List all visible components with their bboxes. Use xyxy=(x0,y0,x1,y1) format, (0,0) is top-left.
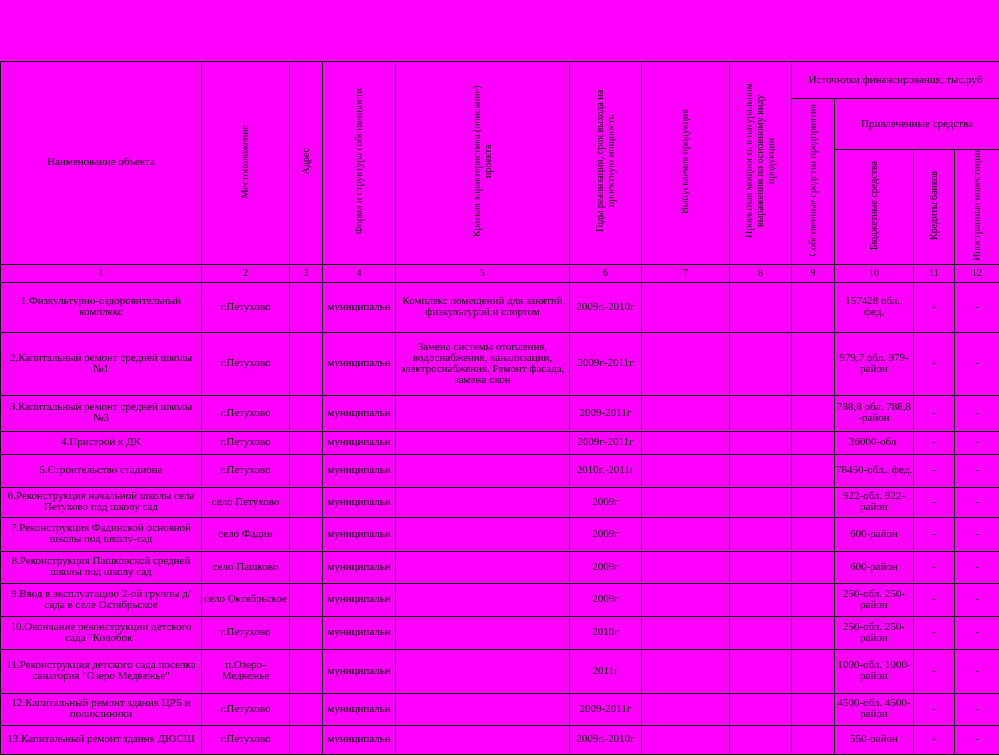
cell-product xyxy=(642,616,730,649)
cell-address xyxy=(290,649,323,693)
cell-own-funds xyxy=(792,431,835,454)
cell-product xyxy=(642,649,730,693)
table-row xyxy=(1,454,999,487)
cell-budget: 600-район xyxy=(835,517,914,551)
cell-capacity xyxy=(730,517,792,551)
cell-period: 2009г-2011г xyxy=(570,332,642,395)
cell-capacity xyxy=(730,583,792,616)
cell-period: 2009г xyxy=(570,517,642,551)
cell-product xyxy=(642,517,730,551)
cell-location: п.Озеро-Медвежье xyxy=(202,649,290,693)
cell-period: 2009-2011г xyxy=(570,395,642,431)
cell-product xyxy=(642,583,730,616)
table-row xyxy=(1,395,999,431)
cell-product xyxy=(642,725,730,754)
cell-budget: 550-район xyxy=(835,725,914,754)
cell-period: 2009г xyxy=(570,551,642,583)
cell-credit: - xyxy=(914,517,955,551)
table-row xyxy=(1,583,999,616)
table-row xyxy=(1,431,999,454)
cell-location: г.Петухово xyxy=(202,282,290,332)
cell-address xyxy=(290,693,323,725)
cell-capacity xyxy=(730,693,792,725)
cell-address xyxy=(290,431,323,454)
cell-capacity xyxy=(730,431,792,454)
table-row xyxy=(1,517,999,551)
header-product: Выпускаемая продукция xyxy=(642,62,730,265)
cell-capacity xyxy=(730,649,792,693)
cell-name: 6.Реконструкция начальной школы села Петухово под школу сад xyxy=(1,487,202,517)
cell-credit: - xyxy=(914,616,955,649)
cell-location: село Пашково xyxy=(202,551,290,583)
cell-credit: - xyxy=(914,487,955,517)
cell-capacity xyxy=(730,487,792,517)
cell-period: 2010г xyxy=(570,616,642,649)
cell-foreign: - xyxy=(955,487,999,517)
cell-ownership: муниципальн xyxy=(323,282,396,332)
column-number: 10 xyxy=(835,264,914,282)
investment-projects-table xyxy=(0,61,999,755)
header-description: Краткая характеристика (описание) проекта xyxy=(396,62,570,265)
cell-location: село Фадин xyxy=(202,517,290,551)
cell-address xyxy=(290,487,323,517)
cell-credit: - xyxy=(914,431,955,454)
cell-name: 8.Реконструкция Пашковской средней школы под школу сад xyxy=(1,551,202,583)
header-own-funds: Собственные средства предприятия xyxy=(792,99,835,265)
column-number: 5 xyxy=(396,264,570,282)
cell-period: 2010г.-2011г xyxy=(570,454,642,487)
cell-foreign: - xyxy=(955,616,999,649)
cell-budget: 922-обл. 922-район xyxy=(835,487,914,517)
column-numbers-row xyxy=(1,264,999,282)
cell-budget: 250-обл. 250-район xyxy=(835,616,914,649)
cell-description xyxy=(396,693,570,725)
cell-ownership: муниципальн xyxy=(323,517,396,551)
cell-credit: - xyxy=(914,725,955,754)
cell-address xyxy=(290,583,323,616)
cell-ownership: муниципальн xyxy=(323,431,396,454)
cell-ownership: муниципальн xyxy=(323,649,396,693)
cell-product xyxy=(642,332,730,395)
header-credit: Кредиты банков xyxy=(914,150,955,265)
cell-period: 2009-2011г xyxy=(570,693,642,725)
cell-foreign: - xyxy=(955,693,999,725)
cell-ownership: муниципальн xyxy=(323,551,396,583)
cell-name: 5.Строительство стадиона xyxy=(1,454,202,487)
column-number: 8 xyxy=(730,264,792,282)
cell-product xyxy=(642,282,730,332)
column-number: 7 xyxy=(642,264,730,282)
cell-foreign: - xyxy=(955,454,999,487)
cell-location: г.Петухово xyxy=(202,395,290,431)
cell-foreign: - xyxy=(955,551,999,583)
cell-product xyxy=(642,487,730,517)
header-foreign: Иностранные инвестиции xyxy=(955,150,999,265)
cell-address xyxy=(290,551,323,583)
cell-period: 2009г.-2010г xyxy=(570,282,642,332)
cell-period: 2011г xyxy=(570,649,642,693)
cell-location: г.Петухово xyxy=(202,725,290,754)
cell-credit: - xyxy=(914,649,955,693)
cell-location: г.Петухово xyxy=(202,431,290,454)
cell-period: 2009г xyxy=(570,583,642,616)
cell-own-funds xyxy=(792,517,835,551)
cell-location: г.Петухово xyxy=(202,693,290,725)
cell-product xyxy=(642,551,730,583)
table-row xyxy=(1,487,999,517)
cell-own-funds xyxy=(792,282,835,332)
cell-name: 7.Реконструкция Фадинской основной школы под школу-сад xyxy=(1,517,202,551)
cell-ownership: муниципальн xyxy=(323,693,396,725)
cell-name: 3.Капитальный ремонт средней школы №3 xyxy=(1,395,202,431)
cell-name: 12.Капитальный ремонт здания ЦРБ и поликлиники xyxy=(1,693,202,725)
cell-product xyxy=(642,431,730,454)
header-funding: Источники финансирования, тыс.руб xyxy=(792,62,999,99)
cell-credit: - xyxy=(914,693,955,725)
cell-ownership: муниципальн xyxy=(323,616,396,649)
cell-name: 13.Капитальный ремонт здания ДЮСШ xyxy=(1,725,202,754)
cell-address xyxy=(290,332,323,395)
cell-own-funds xyxy=(792,725,835,754)
column-number: 2 xyxy=(202,264,290,282)
column-number: 11 xyxy=(914,264,955,282)
cell-product xyxy=(642,693,730,725)
cell-ownership: муниципальн xyxy=(323,583,396,616)
table-row xyxy=(1,725,999,754)
cell-budget: 78450-обл., фед. xyxy=(835,454,914,487)
cell-capacity xyxy=(730,454,792,487)
cell-location: село Петухово xyxy=(202,487,290,517)
cell-description xyxy=(396,454,570,487)
header-budget: Бюджетные средства xyxy=(835,150,914,265)
header-capacity: Проектная мощность в натуральном выражении по основному виду продукции xyxy=(730,62,792,265)
header-location: Местоположение xyxy=(202,62,290,265)
cell-description xyxy=(396,616,570,649)
cell-description xyxy=(396,517,570,551)
cell-description xyxy=(396,551,570,583)
cell-foreign: - xyxy=(955,517,999,551)
cell-own-funds xyxy=(792,693,835,725)
cell-name: 2.Капитальный ремонт средней школы №1 xyxy=(1,332,202,395)
cell-ownership: муниципальн xyxy=(323,725,396,754)
cell-budget: 36000-обл. xyxy=(835,431,914,454)
cell-period: 2009г-2011г xyxy=(570,431,642,454)
cell-own-funds xyxy=(792,583,835,616)
cell-budget: 4500-обл. 4500-район xyxy=(835,693,914,725)
cell-foreign: - xyxy=(955,431,999,454)
cell-capacity xyxy=(730,551,792,583)
cell-description xyxy=(396,431,570,454)
cell-own-funds xyxy=(792,454,835,487)
cell-description xyxy=(396,583,570,616)
cell-description xyxy=(396,395,570,431)
column-number: 3 xyxy=(290,264,323,282)
column-number: 12 xyxy=(955,264,999,282)
cell-budget: 600-район xyxy=(835,551,914,583)
cell-credit: - xyxy=(914,395,955,431)
header-ownership: Форма и структура собственности xyxy=(323,62,396,265)
cell-capacity xyxy=(730,332,792,395)
cell-name: 1.Физкультурно-оздоровительный комплекс xyxy=(1,282,202,332)
cell-foreign: - xyxy=(955,332,999,395)
cell-foreign: - xyxy=(955,583,999,616)
cell-credit: - xyxy=(914,583,955,616)
column-number: 9 xyxy=(792,264,835,282)
table-row xyxy=(1,551,999,583)
cell-budget: 1000-обл. 1000-район xyxy=(835,649,914,693)
cell-own-funds xyxy=(792,487,835,517)
column-number: 1 xyxy=(1,264,202,282)
cell-name: 10.Окончание реконструкции детского сада "Колобок" xyxy=(1,616,202,649)
cell-address xyxy=(290,725,323,754)
cell-address xyxy=(290,616,323,649)
cell-own-funds xyxy=(792,395,835,431)
cell-foreign: - xyxy=(955,649,999,693)
cell-budget: 788,8 обл. 788,8 -район xyxy=(835,395,914,431)
cell-budget: 250-обл. 250-район xyxy=(835,583,914,616)
cell-budget: 157428 обл., фед. xyxy=(835,282,914,332)
cell-capacity xyxy=(730,616,792,649)
cell-product xyxy=(642,454,730,487)
cell-period: 2009г xyxy=(570,487,642,517)
cell-description xyxy=(396,487,570,517)
column-number: 6 xyxy=(570,264,642,282)
cell-address xyxy=(290,282,323,332)
header-attracted: Привлеченные средства xyxy=(835,99,999,150)
cell-description xyxy=(396,725,570,754)
header-period: Годы реализации, срок выхода на проектную мощность xyxy=(570,62,642,265)
cell-ownership: муниципальн xyxy=(323,332,396,395)
cell-location: г.Петухово xyxy=(202,332,290,395)
cell-foreign: - xyxy=(955,725,999,754)
cell-description xyxy=(396,649,570,693)
cell-location: село Октябрьское xyxy=(202,583,290,616)
cell-description: Замена системы отопления, водоснабжения, канализации, электроснабжения. Ремонт фасада, замена окон xyxy=(396,332,570,395)
cell-own-funds xyxy=(792,649,835,693)
cell-capacity xyxy=(730,282,792,332)
cell-credit: - xyxy=(914,332,955,395)
cell-own-funds xyxy=(792,616,835,649)
cell-location: г.Петухово xyxy=(202,454,290,487)
cell-name: 9.Ввод в эксплуатацию 2-ой группы д/сада в селе Октябрьское xyxy=(1,583,202,616)
cell-credit: - xyxy=(914,454,955,487)
cell-period: 2009г.-2010г xyxy=(570,725,642,754)
cell-capacity xyxy=(730,395,792,431)
cell-budget: 979,7 обл. 979-район xyxy=(835,332,914,395)
cell-capacity xyxy=(730,725,792,754)
table-row xyxy=(1,693,999,725)
cell-description: Комплекс помещений для занятий физкультурой и спортом xyxy=(396,282,570,332)
table-row xyxy=(1,332,999,395)
cell-name: 11.Реконструкция детского сада поселка санатория "Озеро Медвежье" xyxy=(1,649,202,693)
cell-address xyxy=(290,517,323,551)
table-row xyxy=(1,616,999,649)
header-address: Адрес xyxy=(290,62,323,265)
cell-own-funds xyxy=(792,332,835,395)
cell-location: г.Петухово xyxy=(202,616,290,649)
cell-ownership: муниципальн xyxy=(323,454,396,487)
cell-address xyxy=(290,454,323,487)
cell-credit: - xyxy=(914,551,955,583)
cell-ownership: муниципальн xyxy=(323,487,396,517)
cell-foreign: - xyxy=(955,395,999,431)
cell-product xyxy=(642,395,730,431)
cell-own-funds xyxy=(792,551,835,583)
cell-address xyxy=(290,395,323,431)
cell-foreign: - xyxy=(955,282,999,332)
cell-name: 4.Пристрой к ДК xyxy=(1,431,202,454)
table-row xyxy=(1,282,999,332)
column-number: 4 xyxy=(323,264,396,282)
header-name: Наименование объекта xyxy=(1,62,202,265)
cell-ownership: муниципальн xyxy=(323,395,396,431)
cell-credit: - xyxy=(914,282,955,332)
table-row xyxy=(1,649,999,693)
